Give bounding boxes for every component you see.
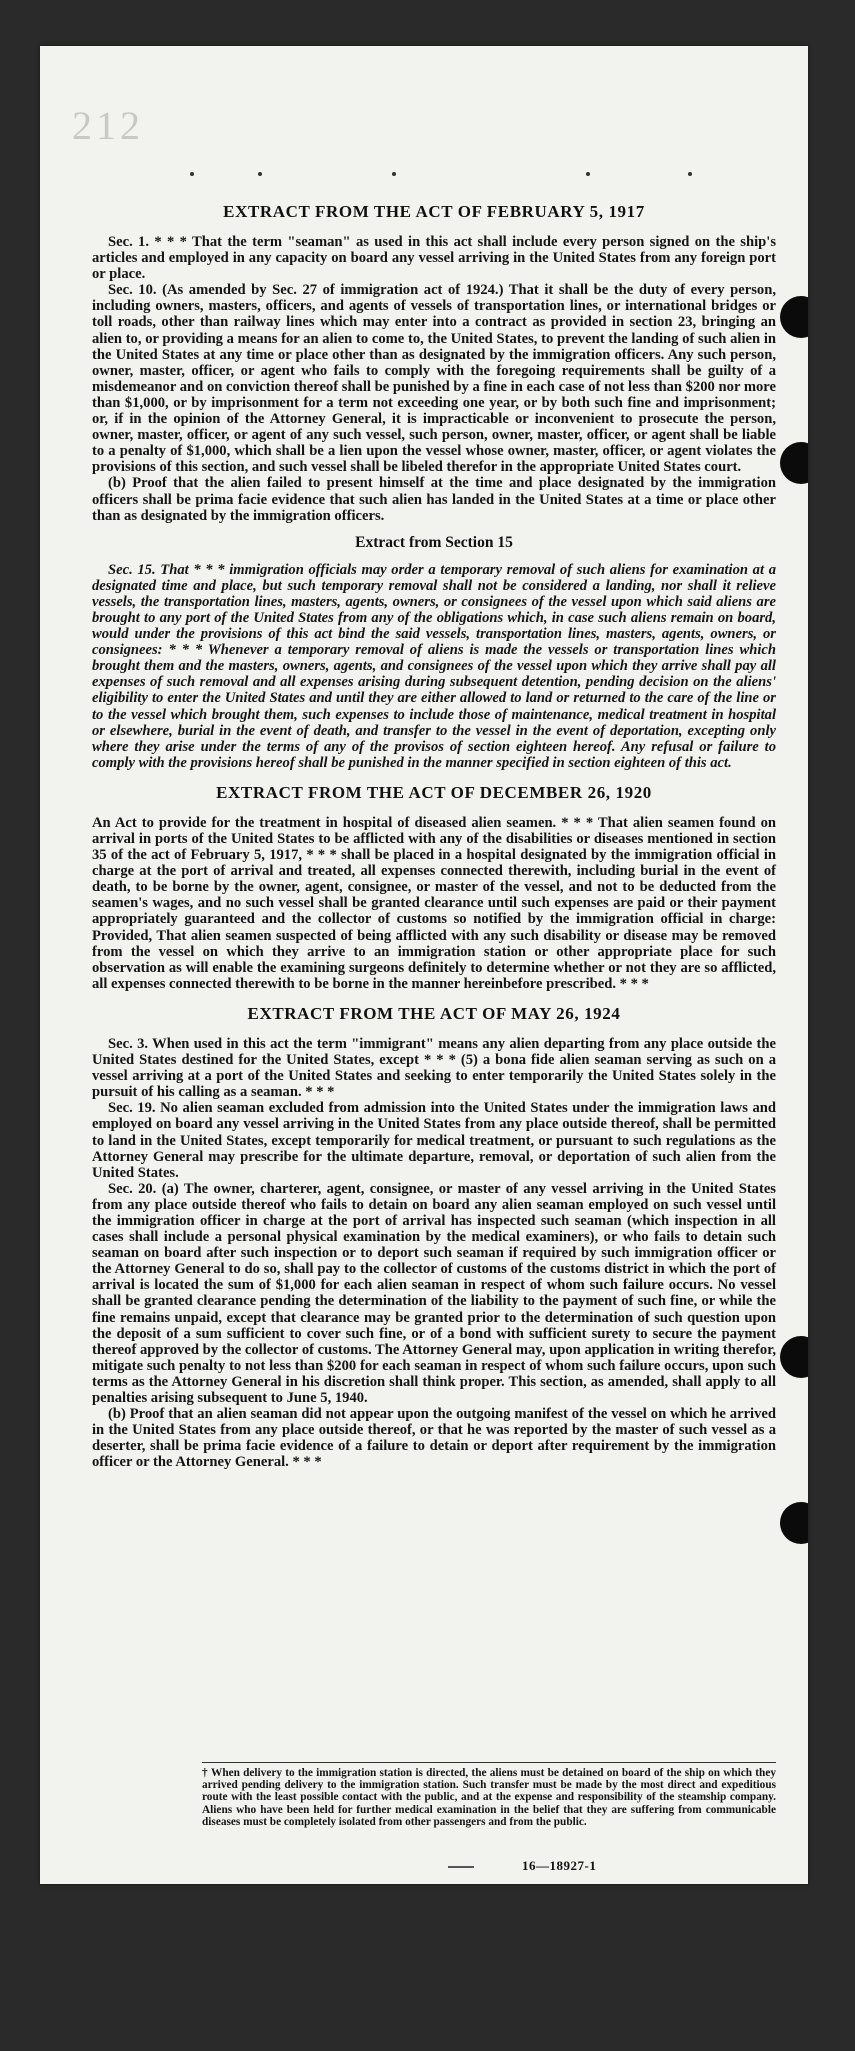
punch-hole	[780, 442, 808, 484]
dot-mark	[190, 172, 194, 176]
document-page	[40, 46, 808, 1884]
dot-mark	[586, 172, 590, 176]
paragraph-sec-3: Sec. 3. When used in this act the term "immigrant" means any alien departing from any place outside the United States destined for the United States, except * * * (5) a bona fide alien seaman serving as such on a vessel arriving at a port of the United States and seeking to enter temporarily the United States solely in the pursuit of his calling as a seaman. * * *	[92, 1035, 776, 1101]
paragraph-sec-10-b: (b) Proof that the alien failed to present himself at the time and place designated by the immigration officers shall be prima facie evidence that such alien has landed in the United States at a time or place other than as designated by the immigration officers.	[92, 475, 776, 524]
paragraph-sec-20-b: (b) Proof that an alien seaman did not appear upon the outgoing manifest of the vessel on which he arrived in the United States from any place outside thereof, or that he was reported by the master of such vessel as a deserter, shall be prima facie evidence of a failure to detain or deport after requirement by the immigration officer or the Attorney General. * * *	[92, 1406, 776, 1471]
paragraph-sec-20-a: Sec. 20. (a) The owner, charterer, agent, consignee, or master of any vessel arriving in the United States from any place outside thereof who fails to detain on board any alien seaman employed on such vessel until the immigration officer in charge at the port of arrival has inspected such seaman (which inspection in all cases shall include a personal physical examination by the medical examiners), or who fails to detain such seaman on board after such inspection or to deport such seaman if required by such immigration officer or the Attorney General to do so, shall pay to the collector of customs of the customs district in which the port of arrival is located the sum of $1,000 for each alien seaman in respect of whom such failure occurs. No vessel shall be granted clearance pending the determination of the liability to the payment of such fine, or while the fine remains unpaid, except that clearance may be granted prior to the determination of such question upon the deposit of a sum sufficient to cover such fine, or of a bond with sufficient surety to secure the payment thereof approved by the collector of customs. The Attorney General may, upon application in writing therefor, mitigate such penalty to not less than $200 for each seaman in respect of whom such failure occurs, upon such terms as the Attorney General in his discretion shall think proper. This section, as amended, shall apply to all penalties arising subsequent to June 5, 1940.	[92, 1180, 776, 1406]
paragraph-sec-19: Sec. 19. No alien seaman excluded from admission into the United States under the immigration laws and employed on board any vessel arriving in the United States from any place outside thereof, shall be permitted to land in the United States, except temporarily for medical treatment, or pursuant to such regulations as the Attorney General may prescribe for the ultimate departure, removal, or deportation of such alien from the United States.	[92, 1100, 776, 1181]
punch-dots	[40, 172, 808, 182]
heading-act-1917: EXTRACT FROM THE ACT OF FEBRUARY 5, 1917	[223, 202, 645, 221]
pencil-mark: 212	[72, 103, 144, 148]
dot-mark	[688, 172, 692, 176]
punch-hole	[780, 1336, 808, 1378]
punch-hole	[780, 1502, 808, 1544]
paragraph-sec-10: Sec. 10. (As amended by Sec. 27 of immigration act of 1924.) That it shall be the duty of every person, including owners, masters, officers, and agents of vessels of transportation lines, or international bridges or toll roads, other than railway lines which may enter into a contract as provided in section 23, bringing an alien to, or providing a means for an alien to come to, the United States, to prevent the landing of such alien in the United States at any time or place other than as designated by the immigration officers. Any such person, owner, master, officer, or agent who fails to comply with the foregoing requirements shall be guilty of a misdemeanor and on conviction thereof shall be punished by a fine in each case of not less than $200 nor more than $1,000, or by imprisonment for a term not exceeding one year, or by both such fine and imprisonment; or, if in the opinion of the Attorney General, it is impracticable or inconvenient to prosecute the person, owner, master, officer, or agent of any such vessel, such person, owner, master, officer, or agent shall be liable to a penalty of $1,000, which shall be a lien upon the vessel whose owner, master, officer, or agent violates the provisions of this section, and such vessel shall be libeled therefor in the appropriate United States court.	[92, 282, 776, 476]
dot-mark	[258, 172, 262, 176]
paragraph-sec-1: Sec. 1. * * * That the term "seaman" as used in this act shall include every person signed on the ship's articles and employed in any capacity on board any vessel arriving in the United States from any foreign port or place.	[92, 234, 776, 283]
footnote	[202, 1762, 776, 1828]
paragraph-act-1920: An Act to provide for the treatment in hospital of diseased alien seamen. * * * That alien seamen found on arrival in ports of the United States to be afflicted with any of the disabilities or diseases mentioned in section 35 of the act of February 5, 1917, * * * shall be placed in a hospital designated by the immigration official in charge at the port of arrival and treated, all expenses connected therewith, including burial in the event of death, to be borne by the owner, agent, consignee, or master of the vessel, and not to be deducted from the seamen's wages, and no such vessel shall be granted clearance until such expenses are paid or their payment appropriately guaranteed and the collector of customs so notified by the immigration official in charge: Provided, That alien seamen suspected of being afflicted with any such disability or disease may be removed from the vessel on which they arrive to an immigration station or other appropriate place for such observation as will enable the examining surgeons definitely to determine whether or not they are so afflicted, all expenses connected therewith to be borne in the manner hereinbefore prescribed. * * *	[92, 814, 776, 992]
heading-act-1920: EXTRACT FROM THE ACT OF DECEMBER 26, 1920	[216, 782, 652, 802]
footnote-text: † When delivery to the immigration station is directed, the aliens must be detained on board of the ship on which they arrived pending delivery to the immigration station. Such transfer must be made by the most direct and expeditious route with the least possible contact with the public, and at the expense and responsibility of the steamship company. Aliens who have been held for further medical examination in the belief that they are suffering from communicable diseases must be completely isolated from other passengers and from the public.	[202, 1767, 776, 1828]
document-body	[92, 198, 776, 1470]
heading-section-15: Extract from Section 15	[355, 533, 513, 551]
dot-mark	[392, 172, 396, 176]
paragraph-sec-15: Sec. 15. That * * * immigration officials may order a temporary removal of such aliens for examination at a designated time and place, but such temporary removal shall not be considered a landing, nor shall it relieve vessels, the transportation lines, masters, agents, owners, or consignees of the vessel upon which said aliens are brought to any port of the United States from any of the obligations which, in case such aliens remain on board, would under the provisions of this act bind the said vessels, transportation lines, masters, agents, owners, or consignees: * * * Whenever a temporary removal of aliens is made the vessels or transportation lines which brought them and the masters, owners, agents, and consignees of the vessel upon which they arrive shall pay all expenses of such removal and all expenses arising during subsequent detention, pending decision on the aliens' eligibility to enter the United States and until they are either allowed to land or returned to the care of the line or to the vessel which brought them, such expenses to include those of maintenance, medical treatment in hospital or elsewhere, burial in the event of death, and transfer to the vessel in the event of deportation, excepting only where they arise under the terms of any of the provisos of section eighteen hereof. Any refusal or failure to comply with the provisions hereof shall be punished in the manner specified in section eighteen of this act.	[92, 561, 776, 771]
heading-act-1924: EXTRACT FROM THE ACT OF MAY 26, 1924	[247, 1003, 621, 1023]
form-code: 16—18927-1	[522, 1858, 597, 1873]
divider	[448, 1866, 474, 1868]
punch-hole	[780, 296, 808, 338]
